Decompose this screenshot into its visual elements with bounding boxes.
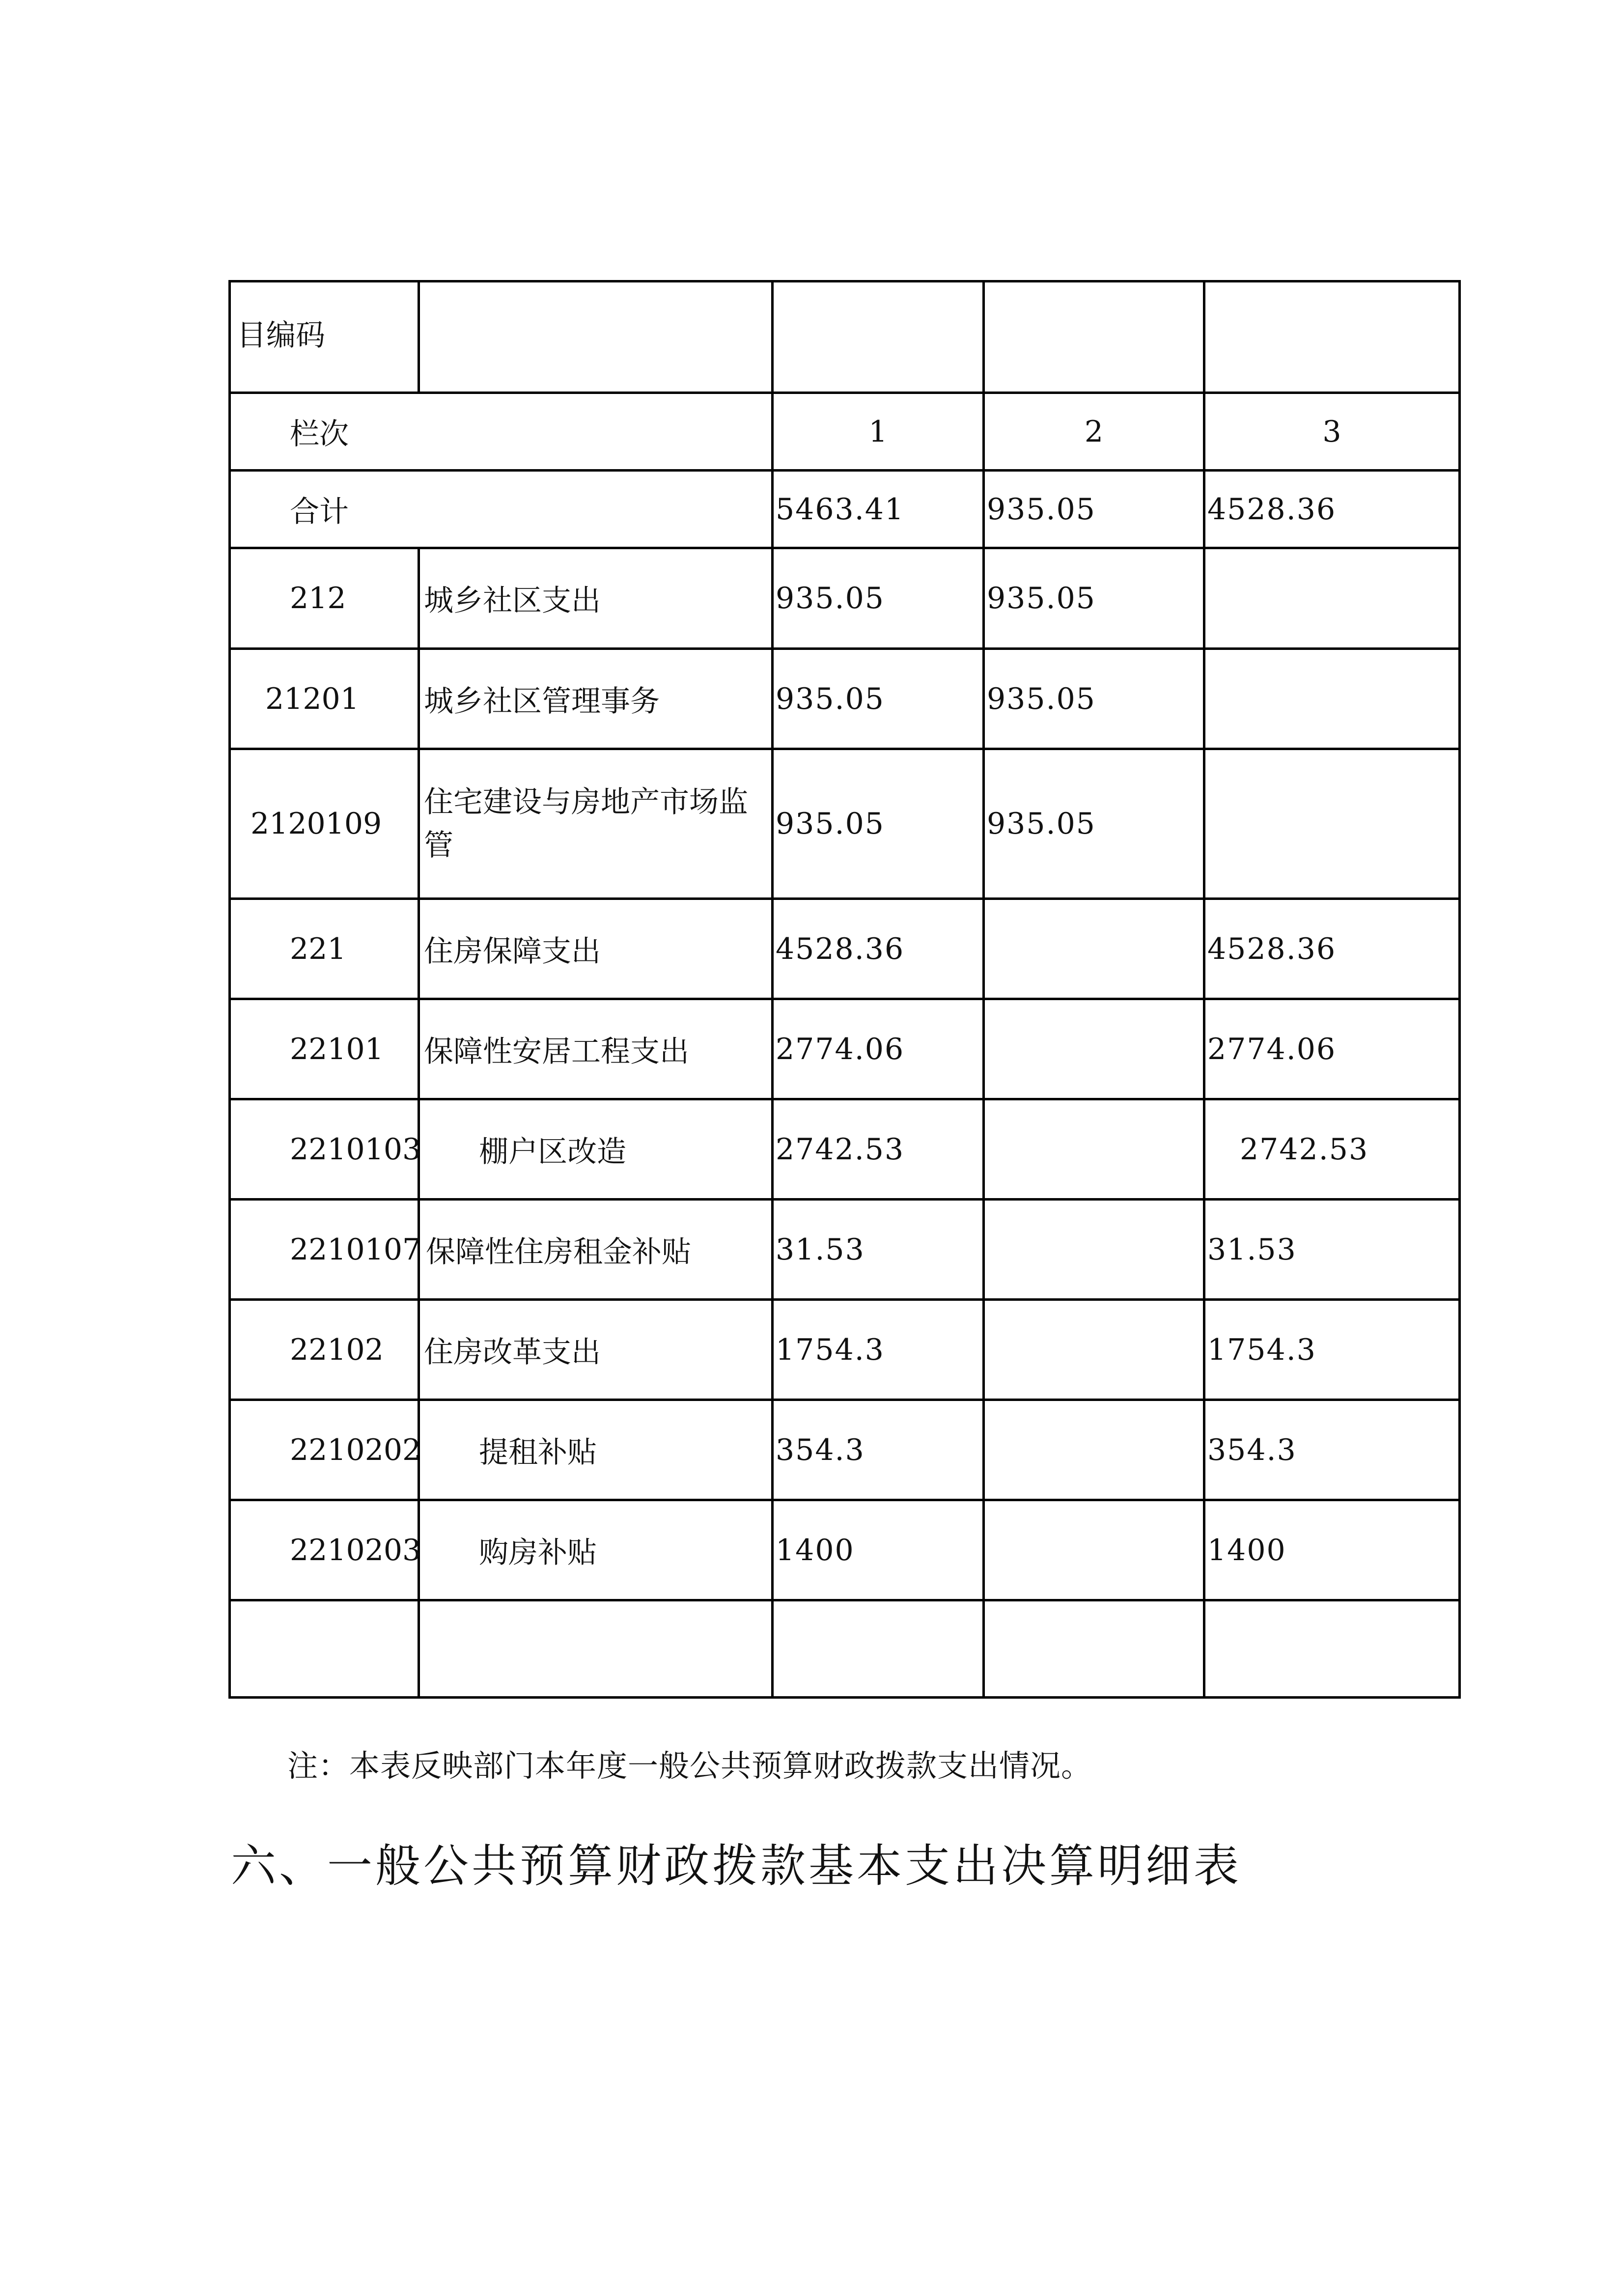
row-col3 xyxy=(1205,650,1458,748)
row-col3 xyxy=(1205,549,1458,647)
row-col1: 935.05 xyxy=(774,750,985,897)
row-col3: 1754.3 xyxy=(1207,1332,1316,1367)
row-name: 保障性住房租金补贴 xyxy=(420,1201,774,1298)
row-col3: 4528.36 xyxy=(1207,931,1337,966)
row-col1: 935.05 xyxy=(774,650,985,748)
row-code: 21201 xyxy=(231,650,420,748)
row-name: 住房保障支出 xyxy=(420,900,774,998)
row-col2 xyxy=(985,900,1205,998)
empty-cell xyxy=(420,1601,774,1696)
row-col2 xyxy=(985,1000,1205,1098)
row-col3 xyxy=(1205,750,1458,897)
column-index-row xyxy=(228,394,1461,472)
row-col3: 2742.53 xyxy=(1240,1132,1369,1167)
column-index-label: 栏次 xyxy=(231,394,774,469)
row-col3: 354.3 xyxy=(1207,1432,1297,1467)
row-code: 2210103 xyxy=(231,1100,420,1198)
total-col1: 5463.41 xyxy=(774,472,985,547)
row-col2 xyxy=(985,1201,1205,1298)
row-col1: 2774.06 xyxy=(774,1000,985,1098)
row-col1: 354.3 xyxy=(774,1401,985,1499)
column-number: 3 xyxy=(1322,414,1341,449)
table-row xyxy=(228,549,1461,650)
row-name: 城乡社区管理事务 xyxy=(420,650,774,748)
budget-table xyxy=(228,280,1461,1699)
row-col1: 4528.36 xyxy=(774,900,985,998)
table-row xyxy=(228,900,1461,1000)
column-number: 1 xyxy=(774,394,985,469)
row-name: 提租补贴 xyxy=(420,1401,774,1499)
row-col2 xyxy=(985,1501,1205,1599)
table-row xyxy=(228,1301,1461,1401)
table-row xyxy=(228,1100,1461,1201)
section-heading: 六、一般公共预算财政拨款基本支出决算明细表 xyxy=(231,1840,1242,1892)
row-code: 2120109 xyxy=(231,750,420,897)
row-code: 22101 xyxy=(231,1000,420,1098)
table-note: 注：本表反映部门本年度一般公共预算财政拨款支出情况。 xyxy=(287,1748,1092,1784)
table-row-empty xyxy=(228,1601,1461,1699)
row-col2: 935.05 xyxy=(985,549,1205,647)
row-col3: 2774.06 xyxy=(1207,1032,1337,1066)
row-name: 棚户区改造 xyxy=(420,1100,774,1198)
header-empty-cell xyxy=(1205,282,1458,392)
table-row xyxy=(228,1501,1461,1601)
table-row xyxy=(228,1201,1461,1301)
row-name: 住宅建设与房地产市场监管 xyxy=(420,750,774,897)
header-code-label: 目编码 xyxy=(231,282,420,392)
table-row xyxy=(228,650,1461,750)
row-code: 212 xyxy=(231,549,420,647)
empty-cell xyxy=(231,1601,420,1696)
row-col1: 1400 xyxy=(774,1501,985,1599)
header-empty-cell xyxy=(774,282,985,392)
header-empty-cell xyxy=(985,282,1205,392)
empty-cell xyxy=(985,1601,1205,1696)
row-name: 城乡社区支出 xyxy=(420,549,774,647)
empty-cell xyxy=(774,1601,985,1696)
row-name: 保障性安居工程支出 xyxy=(420,1000,774,1098)
row-col2: 935.05 xyxy=(985,650,1205,748)
row-name: 住房改革支出 xyxy=(420,1301,774,1399)
column-number: 2 xyxy=(985,394,1205,469)
row-code: 2210202 xyxy=(231,1401,420,1499)
total-label: 合计 xyxy=(231,472,774,547)
table-row xyxy=(228,1401,1461,1501)
empty-cell xyxy=(1205,1601,1458,1696)
total-col3: 4528.36 xyxy=(1207,492,1337,527)
table-header-row xyxy=(228,280,1461,394)
row-col2 xyxy=(985,1401,1205,1499)
total-col2: 935.05 xyxy=(985,472,1205,547)
row-col3: 1400 xyxy=(1207,1533,1286,1568)
row-col1: 2742.53 xyxy=(774,1100,985,1198)
header-empty-cell xyxy=(420,282,774,392)
row-col2 xyxy=(985,1301,1205,1399)
row-code: 221 xyxy=(231,900,420,998)
row-col1: 31.53 xyxy=(774,1201,985,1298)
row-col2 xyxy=(985,1100,1205,1198)
row-col2: 935.05 xyxy=(985,750,1205,897)
table-row xyxy=(228,750,1461,900)
row-code: 22102 xyxy=(231,1301,420,1399)
row-col1: 935.05 xyxy=(774,549,985,647)
row-name: 购房补贴 xyxy=(420,1501,774,1599)
row-code: 2210107 xyxy=(231,1201,420,1298)
row-col1: 1754.3 xyxy=(774,1301,985,1399)
total-row xyxy=(228,472,1461,549)
row-col3: 31.53 xyxy=(1207,1232,1297,1267)
table-row xyxy=(228,1000,1461,1100)
row-code: 2210203 xyxy=(231,1501,420,1599)
